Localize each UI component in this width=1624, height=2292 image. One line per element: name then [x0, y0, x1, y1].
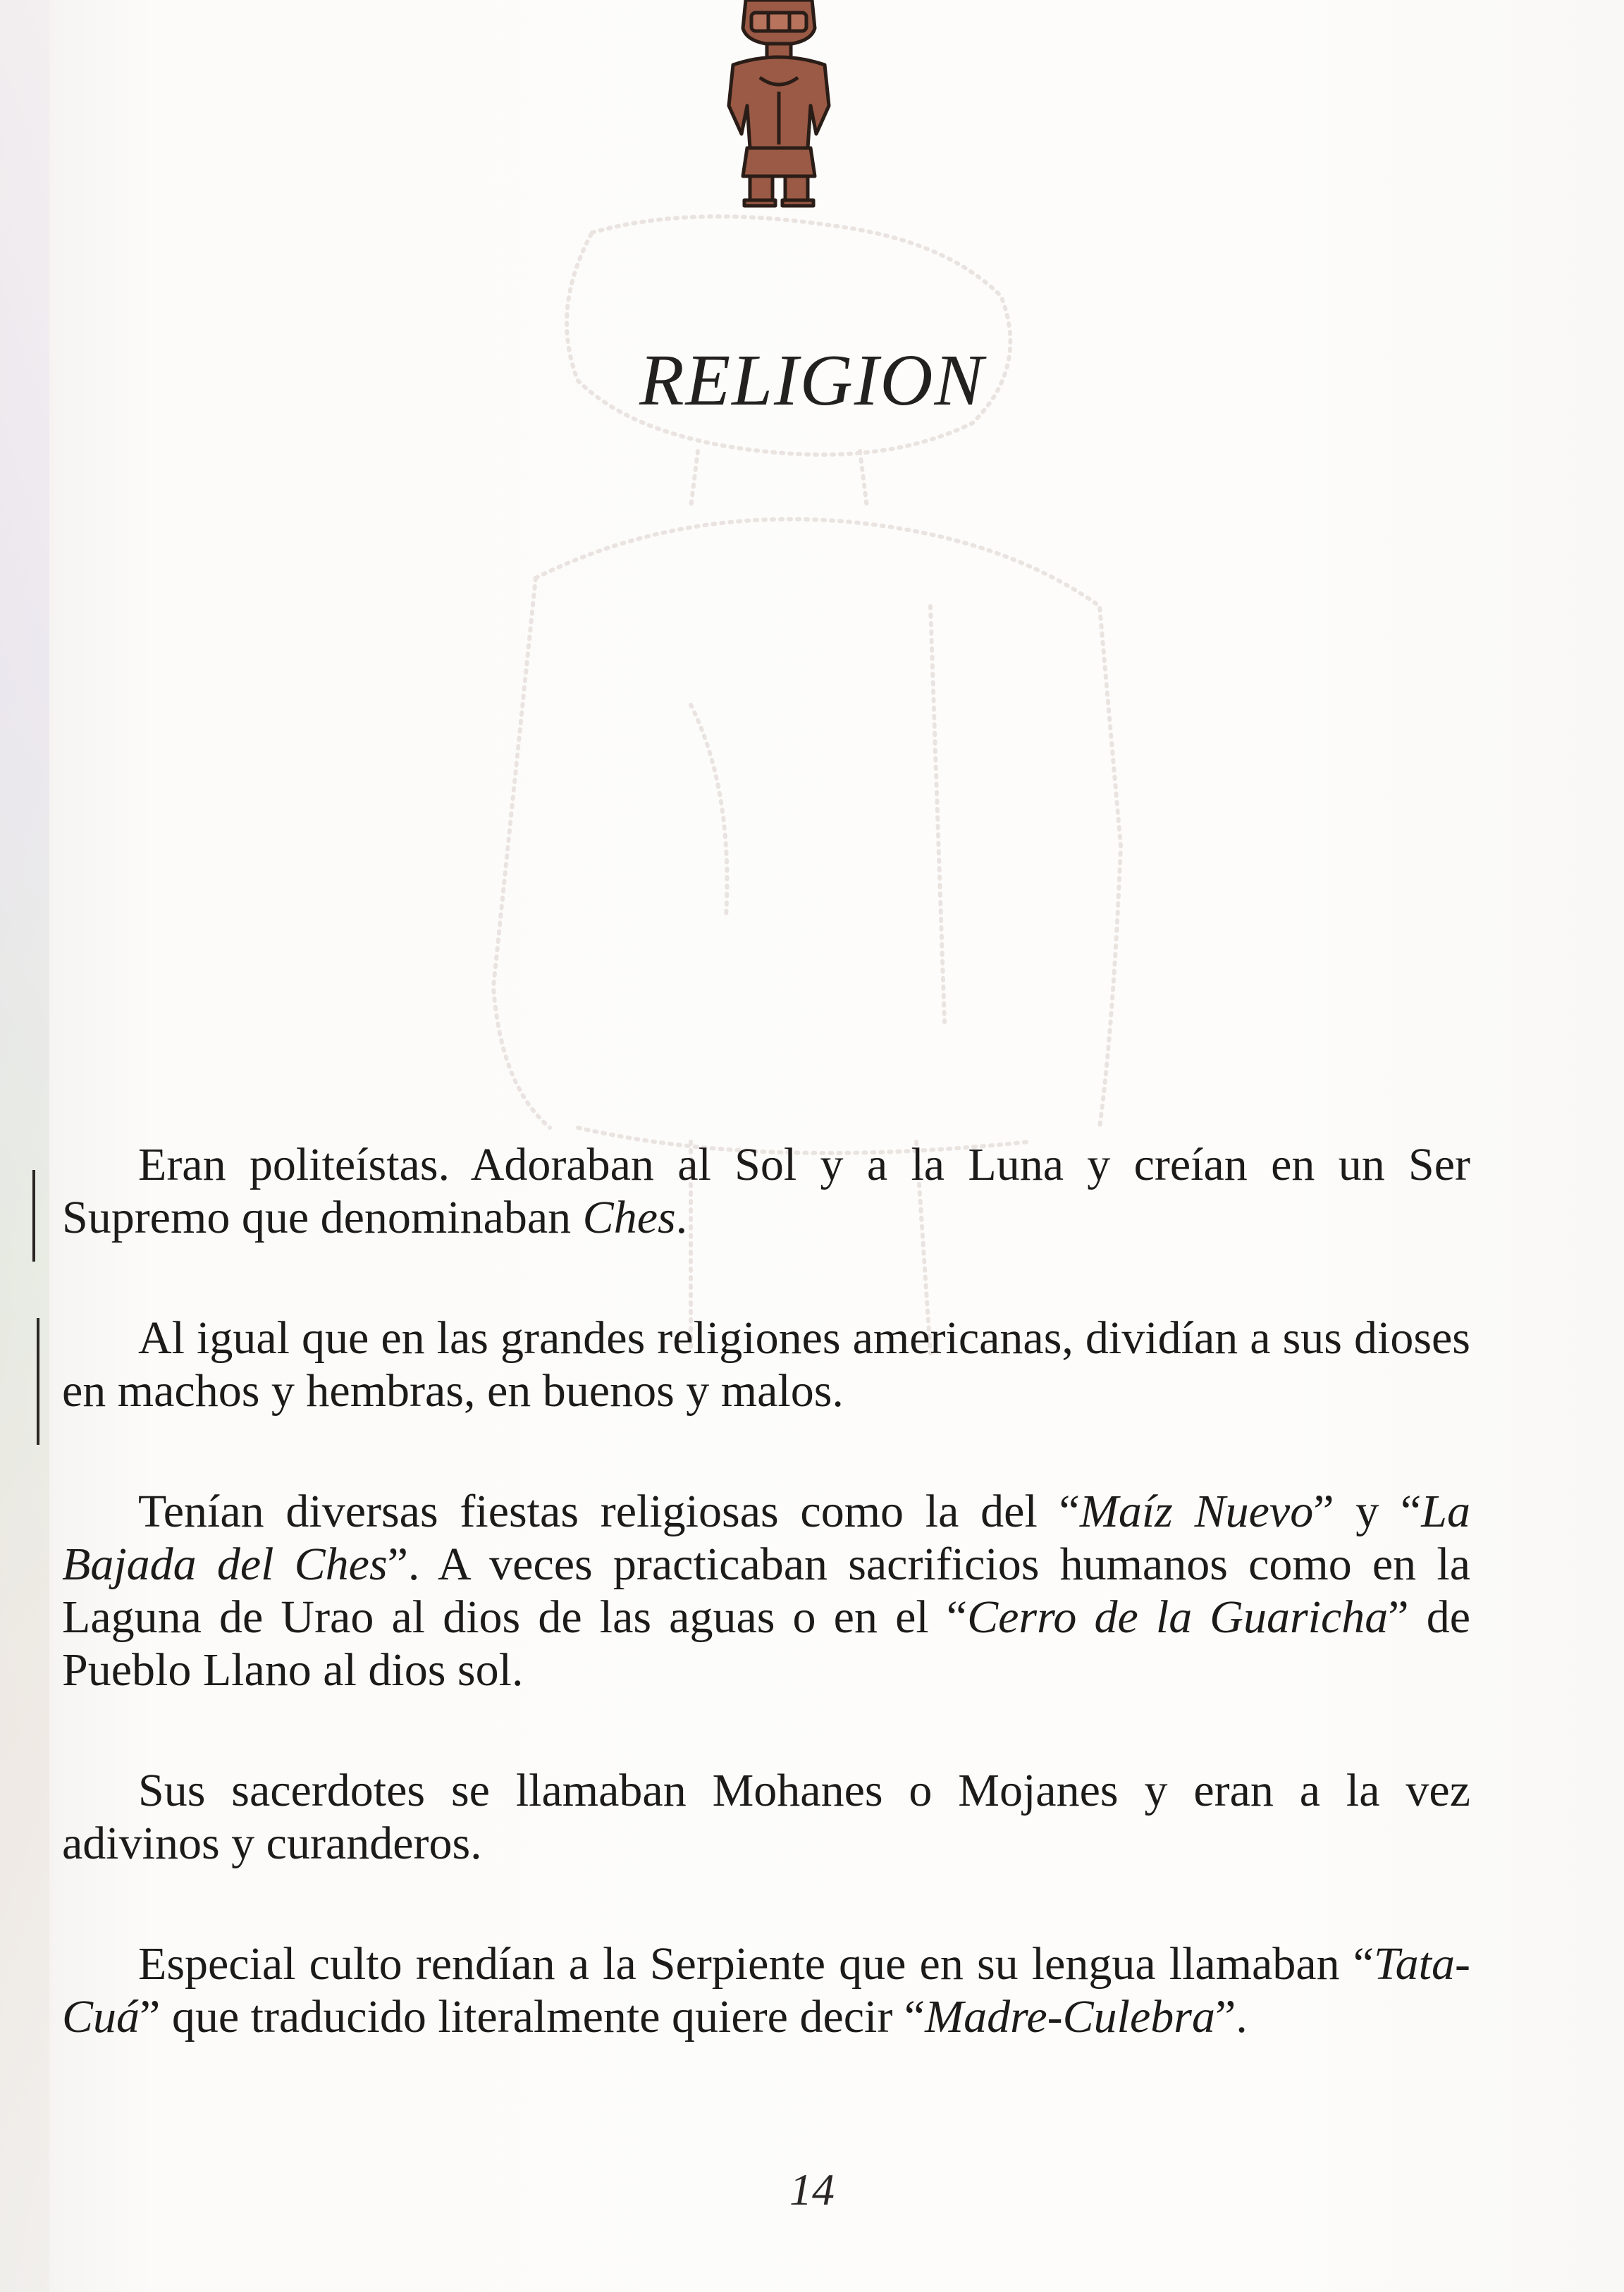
text-run: ”.: [1214, 1991, 1248, 2043]
italic-term: La Bajada del Ches: [62, 1486, 1470, 1590]
page-number: 14: [789, 2164, 835, 2214]
body-text: [62, 1138, 1470, 2111]
text-run: Eran politeístas. Adoraban al Sol y a la Luna y creían en un Ser Supremo que denominaban: [62, 1139, 1470, 1243]
margin-pencil-mark: [32, 1170, 35, 1262]
text-run: Tenían diversas fiestas religiosas como la del “: [138, 1486, 1080, 1537]
italic-term: Tata-Cuá: [62, 1938, 1470, 2043]
italic-term: Ches: [582, 1192, 676, 1243]
text-run: ” y “: [1313, 1486, 1422, 1537]
figurine-illustration: [705, 0, 853, 211]
paragraph: [62, 1138, 1470, 1244]
text-run: ” que traducido literalmente quiere decir “: [140, 1991, 925, 2043]
margin-pencil-mark: [37, 1318, 39, 1445]
text-run: .: [675, 1192, 688, 1243]
text-run: Sus sacerdotes se llamaban Mohanes o Mojanes y eran a la vez adivinos y curanderos.: [62, 1765, 1470, 1869]
italic-term: Madre-Culebra: [925, 1991, 1215, 2043]
italic-term: Cerro de la Guaricha: [967, 1591, 1389, 1643]
text-run: ” de Pueblo Llano al dios sol.: [62, 1591, 1470, 1696]
italic-term: Maíz Nuevo: [1079, 1486, 1314, 1537]
text-run: ”. A veces practicaban sacrificios humanos como en la Laguna de Urao al dios de las aguas o en el “: [62, 1539, 1470, 1643]
paragraph: [62, 1764, 1470, 1870]
chapter-title: RELIGION: [639, 340, 985, 421]
text-run: Al igual que en las grandes religiones americanas, dividían a sus dioses en machos y hembras, en buenos y malos.: [62, 1312, 1470, 1417]
text-run: Especial culto rendían a la Serpiente que en su lengua llamaban “: [138, 1938, 1374, 1990]
paragraph: [62, 1312, 1470, 1417]
paragraph: [62, 1937, 1470, 2043]
paragraph: [62, 1485, 1470, 1696]
